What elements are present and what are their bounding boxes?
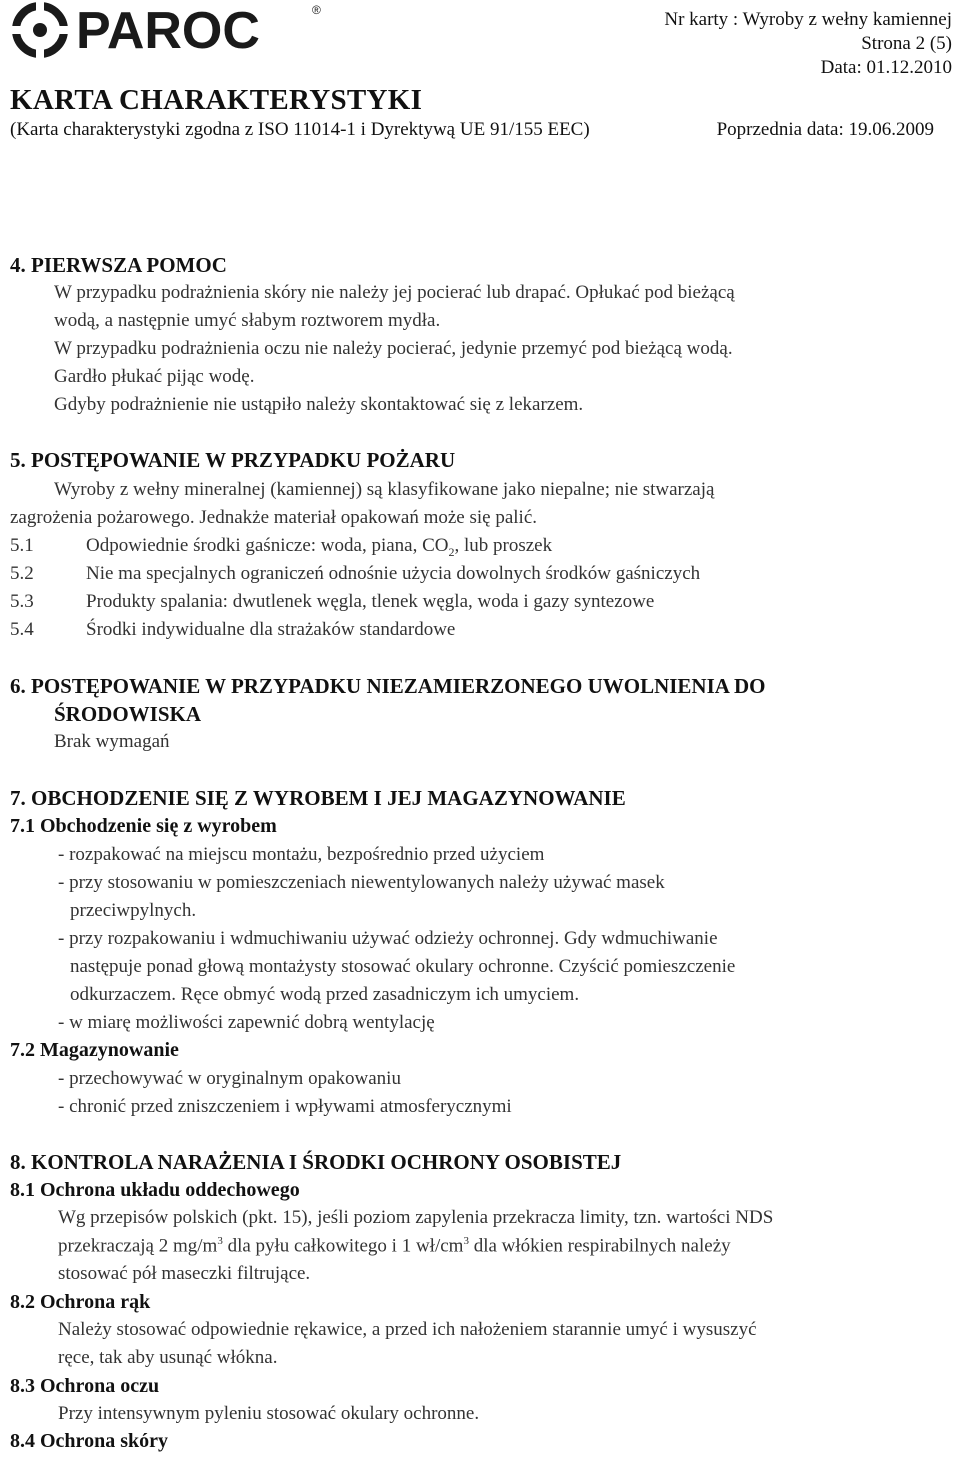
s5-paragraph-line: zagrożenia pożarowego. Jednakże materiał opakowań może się palić.	[10, 507, 537, 528]
s4-line: Gdyby podrażnienie nie ustąpiło należy skontaktować się z lekarzem.	[54, 394, 584, 415]
s7-1-line: odkurzaczem. Ręce obmyć wodą przed zasadniczym ich umyciem.	[70, 984, 580, 1005]
s5-item-text: Nie ma specjalnych ograniczeń odnośnie użycia dowolnych środków gaśniczych	[86, 563, 701, 584]
card-name: Nr karty : Wyroby z wełny kamiennej	[664, 9, 952, 30]
s8-2-line: ręce, tak aby usunąć włókna.	[58, 1347, 278, 1368]
s8-1-line: stosować pół maseczki filtrujące.	[58, 1263, 311, 1284]
s5-item-number: 5.3	[10, 591, 34, 612]
document-title: KARTA CHARAKTERYSTYKI	[10, 84, 423, 116]
s8-2-heading: 8.2 Ochrona rąk	[10, 1291, 151, 1313]
s7-1-heading: 7.1 Obchodzenie się z wyrobem	[10, 815, 277, 837]
s4-line: W przypadku podrażnienia skóry nie należy jej pocierać lub drapać. Opłukać pod bieżącą	[54, 282, 735, 303]
s8-4-heading: 8.4 Ochrona skóry	[10, 1430, 168, 1452]
s8-1-line: przekraczają 2 $mg/m^3$ dla pyłu całkowitego i 1 $wł/cm^3$ dla włókien respirabilnych należy	[58, 1235, 731, 1257]
s4-line: wodą, a następnie umyć słabym roztworem mydła.	[54, 310, 441, 331]
s8-1-heading: 8.1 Ochrona układu oddechowego	[10, 1179, 300, 1201]
logo-wordmark: PAROC	[76, 2, 260, 60]
section-7-heading: 7. OBCHODZENIE SIĘ Z WYROBEM I JEJ MAGAZYNOWANIE	[10, 786, 626, 810]
s4-line: Gardło płukać pijąc wodę.	[54, 366, 255, 387]
s8-3-heading: 8.3 Ochrona oczu	[10, 1375, 160, 1397]
s8-3-line: Przy intensywnym pyleniu stosować okulary ochronne.	[58, 1403, 480, 1424]
s7-2-line: - chronić przed zniszczeniem i wpływami atmosferycznymi	[58, 1096, 512, 1117]
s6-text: Brak wymagań	[54, 731, 170, 752]
section-6-heading: 6. POSTĘPOWANIE W PRZYPADKU NIEZAMIERZONEGO UWOLNIENIA DO	[10, 674, 766, 698]
s4-line: W przypadku podrażnienia oczu nie należy pocierać, jedynie przemyć pod bieżącą wodą.	[54, 338, 733, 359]
s5-item-text: Odpowiednie środki gaśnicze: woda, piana, $CO_2$, lub proszek	[86, 535, 553, 559]
s7-1-line: - przy rozpakowaniu i wdmuchiwaniu używać odzieży ochronnej. Gdy wdmuchiwanie	[58, 928, 718, 949]
s5-item-number: 5.1	[10, 535, 34, 556]
section-8-heading: 8. KONTROLA NARAŻENIA I ŚRODKI OCHRONY OSOBISTEJ	[10, 1150, 622, 1174]
s5-item-text: Produkty spalania: dwutlenek węgla, tlenek węgla, woda i gazy syntezowe	[86, 591, 655, 612]
s7-1-line: - przy stosowaniu w pomieszczeniach niewentylowanych należy używać masek	[58, 872, 665, 893]
page-number: Strona 2 (5)	[861, 33, 952, 54]
s7-2-line: - przechowywać w oryginalnym opakowaniu	[58, 1068, 401, 1089]
section-5-heading: 5. POSTĘPOWANIE W PRZYPADKU POŻARU	[10, 448, 456, 472]
s7-1-line: następuje ponad głową montażysty stosować okulary ochronne. Czyścić pomieszczenie	[70, 956, 736, 977]
s7-1-line: przeciwpylnych.	[70, 900, 197, 921]
s7-2-heading: 7.2 Magazynowanie	[10, 1039, 179, 1061]
s8-1-line: Wg przepisów polskich (pkt. 15), jeśli poziom zapylenia przekracza limity, tzn. wartości NDS	[58, 1207, 774, 1228]
previous-date: Poprzednia data: 19.06.2009	[716, 119, 934, 140]
s7-1-line: - w miarę możliwości zapewnić dobrą wentylację	[58, 1012, 435, 1033]
s5-item-number: 5.4	[10, 619, 34, 640]
section-6-heading-cont: ŚRODOWISKA	[54, 702, 202, 726]
section-4-heading: 4. PIERWSZA POMOC	[10, 253, 227, 277]
s8-2-line: Należy stosować odpowiednie rękawice, a przed ich nałożeniem starannie umyć i wysuszyć	[58, 1319, 757, 1340]
document-subtitle: (Karta charakterystyki zgodna z ISO 11014-1 i Dyrektywą UE 91/155 EEC)	[10, 119, 590, 140]
logo-registered-mark: ®	[312, 3, 321, 17]
paroc-logo-mark	[10, 0, 330, 62]
paroc-logo	[10, 0, 320, 60]
issue-date: Data: 01.12.2010	[820, 57, 952, 78]
s5-item-text: Środki indywidualne dla strażaków standardowe	[86, 619, 456, 640]
s5-item-number: 5.2	[10, 563, 34, 584]
s5-paragraph-line: Wyroby z wełny mineralnej (kamiennej) są klasyfikowane jako niepalne; nie stwarzają	[54, 479, 715, 500]
s7-1-line: - rozpakować na miejscu montażu, bezpośrednio przed użyciem	[58, 844, 545, 865]
